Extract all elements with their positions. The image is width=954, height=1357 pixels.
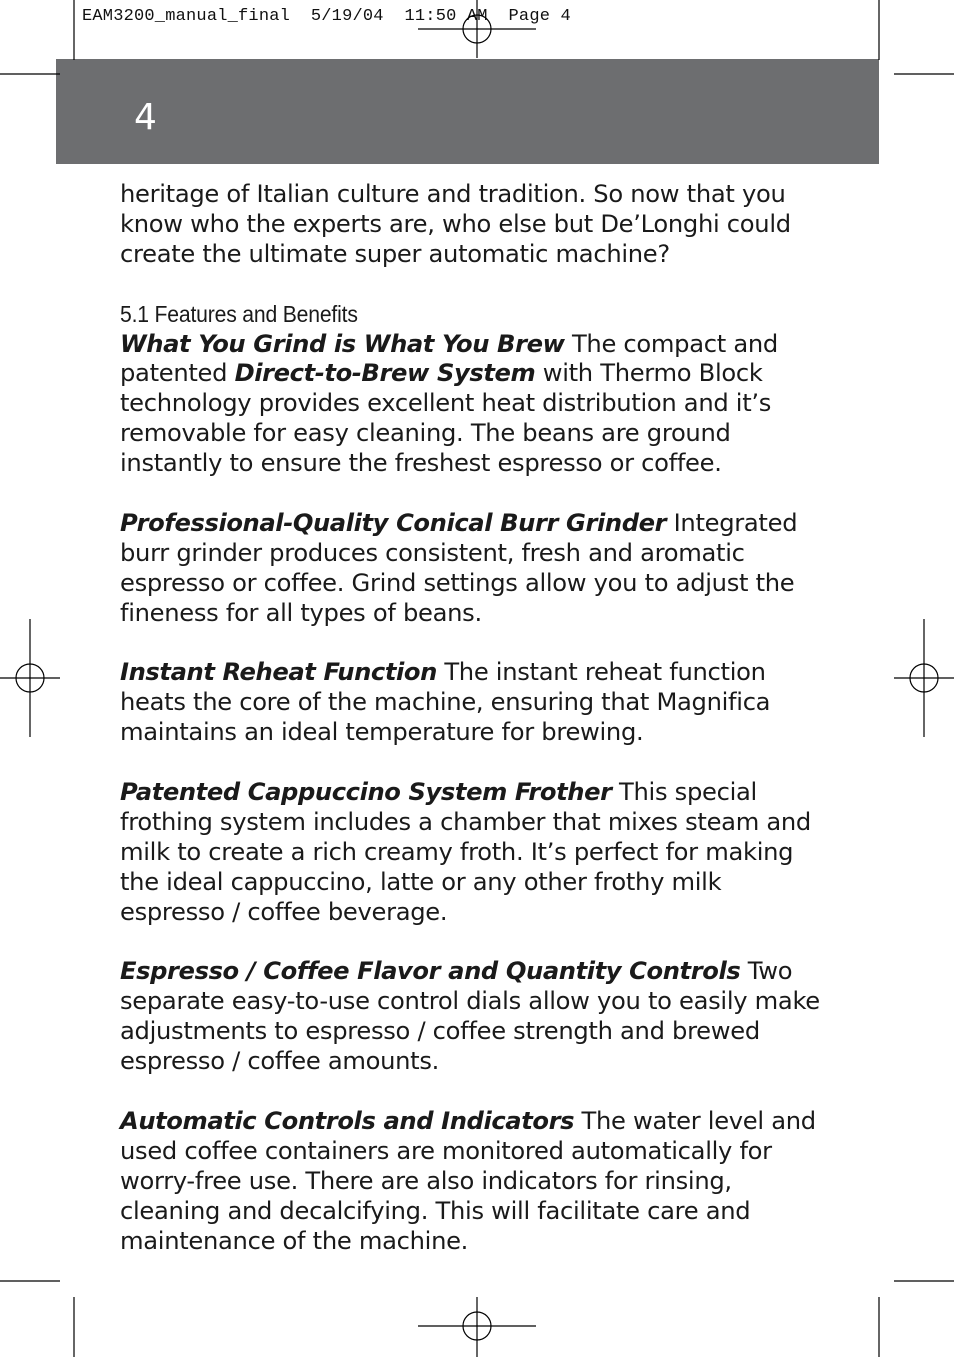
feature-lead: Espresso / Coffee Flavor and Quantity Controls xyxy=(120,957,741,986)
page-number: 4 xyxy=(134,97,157,138)
feature-text: Two separate easy-to-use control dials allow you to easily make adjustments to espresso / coffee strength and brewed espresso / coffee amounts. xyxy=(120,957,820,1076)
feature-lead: Instant Reheat Function xyxy=(120,658,437,687)
page-content xyxy=(120,180,820,1257)
feature-lead: Automatic Controls and Indicators xyxy=(120,1107,575,1135)
feature-lead: What You Grind is What You Brew xyxy=(120,329,565,358)
intro-paragraph: heritage of Italian culture and tradition. So now that you know who the experts are, who else but De’Longhi could create the ultimate super automatic machine? xyxy=(120,180,791,268)
feature-paragraph xyxy=(120,330,820,480)
section-heading: 5.1 Features and Benefits xyxy=(120,300,358,327)
print-slug xyxy=(82,7,571,26)
slug-page: Page 4 xyxy=(508,7,571,26)
slug-time: 11:50 AM xyxy=(404,7,488,26)
feature-lead: Patented Cappuccino System Frother xyxy=(120,778,612,807)
registration-mark-icon xyxy=(0,619,60,737)
feature-paragraph xyxy=(120,1107,820,1257)
registration-mark-icon xyxy=(418,1297,536,1357)
feature-text: The compact and patented xyxy=(120,329,778,388)
feature-paragraph xyxy=(120,509,820,629)
feature-text: Integrated burr grinder produces consistent, fresh and aromatic espresso or coffee. Grind settings allow you to adjust the fineness for all types of beans. xyxy=(120,508,798,627)
feature-text: The water level and used coffee containers are monitored automatically for worry-free use. There are also indicators for rinsing, cleaning and decalcifying. This will facilitate care and maintenance of the machine. xyxy=(120,1107,816,1255)
feature-text: with Thermo Block technology provides excellent heat distribution and it’s removable for easy cleaning. The beans are ground instantly to ensure the freshest espresso or coffee. xyxy=(120,359,772,478)
slug-file: EAM3200_manual_final xyxy=(82,7,291,26)
slug-date: 5/19/04 xyxy=(310,7,384,26)
feature-paragraph xyxy=(120,778,820,928)
feature-lead: Professional-Quality Conical Burr Grinder xyxy=(120,508,667,537)
feature-text: This special frothing system includes a chamber that mixes steam and milk to create a rich creamy froth. It’s perfect for making the ideal cappuccino, latte or any other frothy milk espresso / coffee beverage. xyxy=(120,778,811,926)
feature-text: The instant reheat function heats the core of the machine, ensuring that Magnifica maintains an ideal temperature for brewing. xyxy=(120,658,771,747)
feature-paragraph xyxy=(120,658,820,748)
feature-inline-lead: Direct-to-Brew System xyxy=(234,359,536,388)
registration-mark-icon xyxy=(894,619,954,737)
header-band xyxy=(56,59,879,164)
feature-paragraph xyxy=(120,957,820,1077)
